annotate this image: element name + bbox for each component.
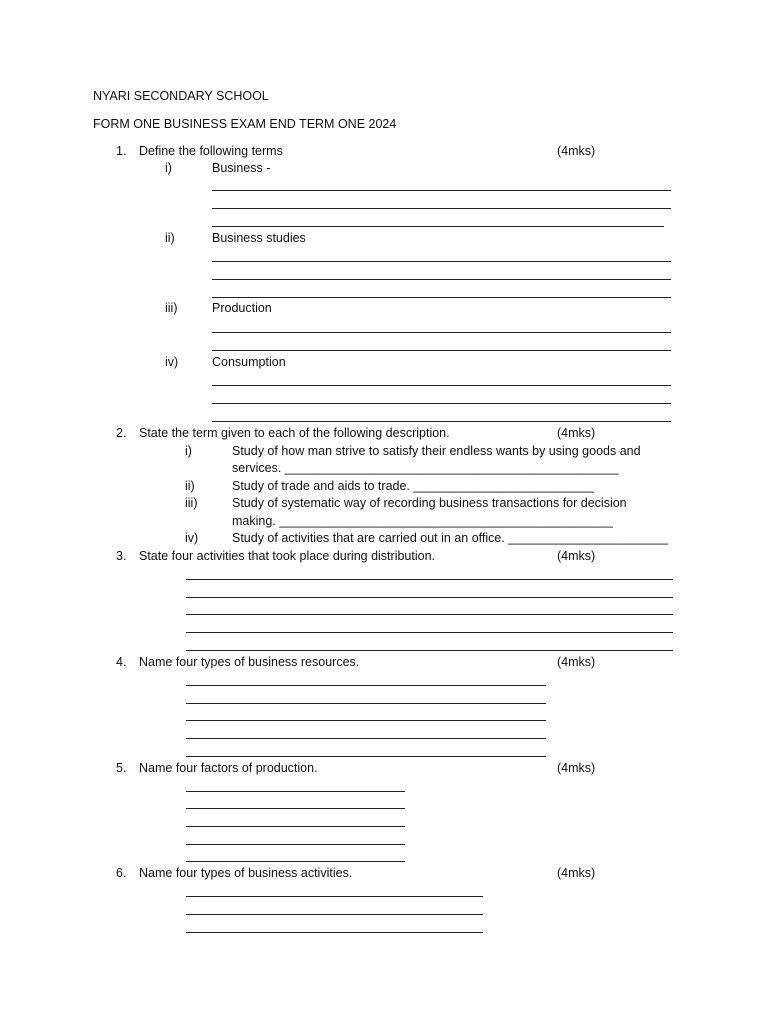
item-text: Study of trade and aids to trade. __________________________: [232, 479, 595, 493]
question-text: Define the following terms: [139, 144, 283, 158]
question-text: Name four types of business resources.: [139, 655, 360, 669]
item-label: iii): [165, 301, 178, 315]
answer-line[interactable]: [186, 720, 546, 721]
answer-line[interactable]: [186, 826, 405, 827]
item-text-continuation: services. ________________________________________________: [232, 461, 619, 475]
answer-line[interactable]: [212, 332, 671, 333]
question-marks: (4mks): [557, 549, 596, 563]
question-text: Name four types of business activities.: [139, 866, 353, 880]
item-text: Study of how man strive to satisfy their endless wants by using goods and: [232, 444, 641, 458]
question-text: Name four factors of production.: [139, 761, 318, 775]
answer-line[interactable]: [212, 279, 671, 280]
answer-line[interactable]: [186, 738, 546, 739]
item-label: i): [165, 161, 172, 175]
school-name: NYARI SECONDARY SCHOOL: [93, 89, 269, 103]
item-label: iii): [185, 496, 198, 510]
item-text: Production: [212, 301, 272, 315]
answer-line[interactable]: [212, 261, 671, 262]
question-number: 2.: [116, 426, 127, 440]
answer-line[interactable]: [212, 208, 671, 209]
question-marks: (4mks): [557, 866, 596, 880]
question-marks: (4mks): [557, 761, 596, 775]
item-label: iv): [165, 355, 179, 369]
answer-line[interactable]: [212, 226, 664, 227]
answer-line[interactable]: [186, 791, 405, 792]
answer-line[interactable]: [212, 190, 671, 191]
item-text: Business studies: [212, 231, 306, 245]
question-number: 5.: [116, 761, 127, 775]
item-text: Consumption: [212, 355, 286, 369]
answer-line[interactable]: [186, 914, 483, 915]
question-number: 3.: [116, 549, 127, 563]
question-number: 6.: [116, 866, 127, 880]
answer-line[interactable]: [186, 614, 673, 615]
item-label: ii): [165, 231, 175, 245]
answer-line[interactable]: [212, 403, 671, 404]
answer-line[interactable]: [186, 703, 546, 704]
answer-line[interactable]: [186, 579, 673, 580]
item-label: i): [185, 444, 192, 458]
answer-line[interactable]: [186, 597, 673, 598]
question-text: State four activities that took place during distribution.: [139, 549, 435, 563]
answer-line[interactable]: [186, 896, 483, 897]
answer-line[interactable]: [186, 650, 673, 651]
question-marks: (4mks): [557, 144, 596, 158]
question-text: State the term given to each of the following description.: [139, 426, 450, 440]
answer-line[interactable]: [212, 350, 671, 351]
question-number: 4.: [116, 655, 127, 669]
item-text: Business -: [212, 161, 271, 175]
question-marks: (4mks): [557, 426, 596, 440]
answer-line[interactable]: [186, 861, 405, 862]
item-label: ii): [185, 479, 195, 493]
answer-line[interactable]: [212, 385, 671, 386]
item-text-continuation: making. ________________________________________________: [232, 514, 613, 528]
answer-line[interactable]: [186, 632, 673, 633]
item-label: iv): [185, 531, 199, 545]
question-marks: (4mks): [557, 655, 596, 669]
exam-title: FORM ONE BUSINESS EXAM END TERM ONE 2024: [93, 117, 397, 131]
answer-line[interactable]: [186, 808, 405, 809]
answer-line[interactable]: [212, 421, 671, 422]
answer-line[interactable]: [186, 685, 546, 686]
answer-line[interactable]: [186, 756, 546, 757]
answer-line[interactable]: [186, 844, 405, 845]
answer-line[interactable]: [212, 297, 671, 298]
question-number: 1.: [116, 144, 127, 158]
answer-line[interactable]: [186, 932, 483, 933]
item-text: Study of systematic way of recording business transactions for decision: [232, 496, 627, 510]
item-text: Study of activities that are carried out in an office. _______________________: [232, 531, 669, 545]
